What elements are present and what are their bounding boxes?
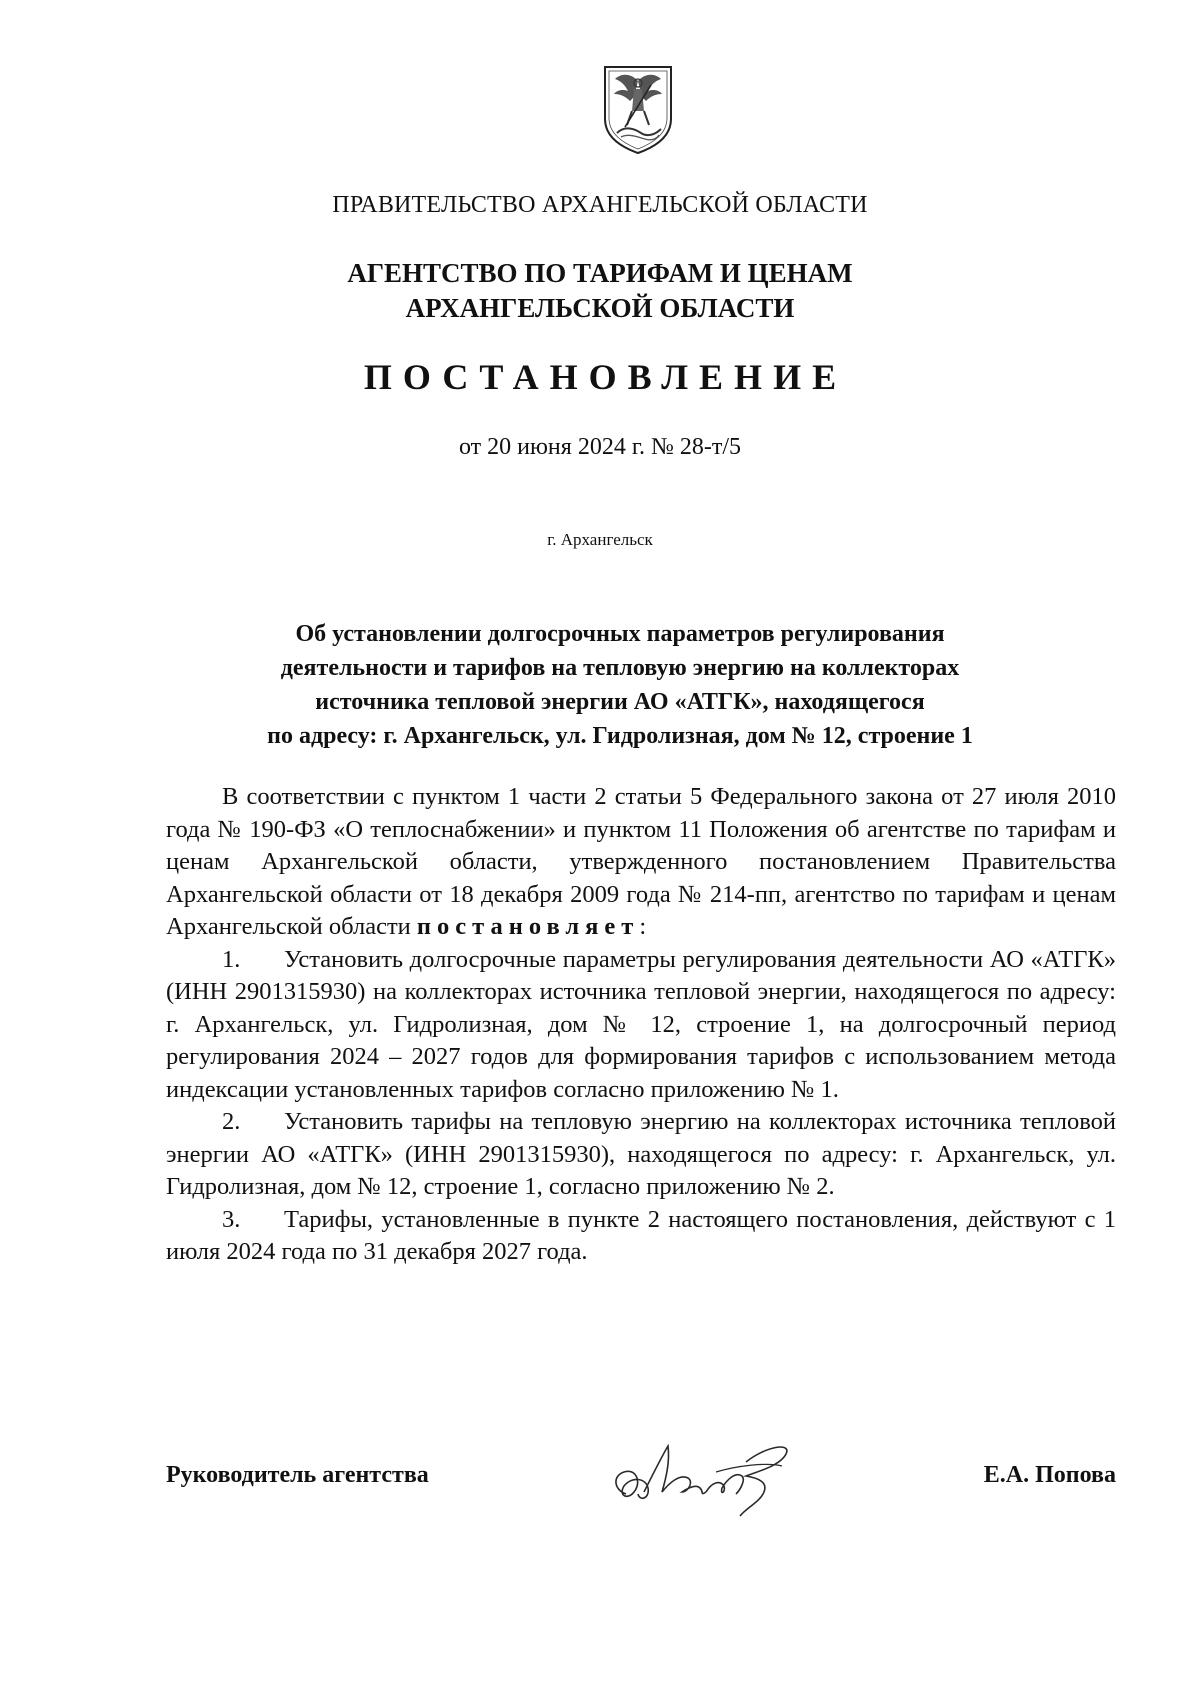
document-type: ПОСТАНОВЛЕНИЕ — [363, 357, 848, 397]
agency-name-line2: АРХАНГЕЛЬСКОЙ ОБЛАСТИ — [405, 293, 795, 323]
document-date-number: от 20 июня 2024 г. № 28-т/5 — [458, 434, 741, 460]
handwritten-signature — [596, 1432, 806, 1522]
agency-name-line1: АГЕНТСТВО ПО ТАРИФАМ И ЦЕНАМ — [347, 258, 853, 288]
subject-line2: деятельности и тарифов на тепловую энергию на коллекторах — [280, 655, 960, 681]
document-subject — [150, 617, 1090, 753]
signatory-name: Е.А. Попова — [983, 1462, 1116, 1488]
subject-line1: Об установлении долгосрочных параметров регулирования — [295, 621, 945, 647]
item-number: 3. — [222, 1205, 241, 1233]
coat-of-arms-icon — [601, 63, 675, 155]
item-paragraph-3 — [166, 1204, 1116, 1269]
item-text: Тарифы, установленные в пункте 2 настоящего постановления, действуют с 1 июля 2024 года по 31 декабря 2027 года. — [166, 1205, 1116, 1265]
preamble-paragraph — [166, 781, 1116, 944]
item-number: 1. — [222, 945, 241, 973]
document-city: г. Архангельск — [547, 530, 653, 549]
decree-colon: : — [639, 913, 647, 940]
item-paragraph-2 — [166, 1106, 1116, 1204]
signature-block — [166, 1432, 1116, 1532]
item-paragraph-1 — [166, 944, 1116, 1107]
agency-name — [0, 256, 1200, 326]
item-text: Установить долгосрочные параметры регулирования деятельности АО «АТГК» (ИНН 2901315930) на коллекторах источника тепловой энергии, находящегося по адресу: г. Архангельск, ул. Гидролизная, дом № 12, строение 1, на долгосрочный период регулирования 2024 – 2027 годов для формирования тарифов с использованием метода индексации установленных тарифов согласно приложению № 1. — [166, 945, 1116, 1103]
signatory-title: Руководитель агентства — [166, 1462, 429, 1488]
document-body — [166, 781, 1116, 1269]
subject-line3: источника тепловой энергии АО «АТГК», находящегося — [315, 689, 925, 715]
item-number: 2. — [222, 1108, 241, 1135]
preamble-text: В соответствии с пунктом 1 части 2 статьи 5 Федерального закона от 27 июля 2010 года № 190-ФЗ «О теплоснабжении» и пунктом 11 Положения об агентстве по тарифам и ценам Архангельской области, утвержденного постановлением Правительства Архангельской области от 18 декабря 2009 года № 214-пп, агентство по тарифам и ценам Архангельской области — [166, 783, 1116, 940]
government-name: ПРАВИТЕЛЬСТВО АРХАНГЕЛЬСКОЙ ОБЛАСТИ — [332, 192, 868, 218]
item-text: Установить тарифы на тепловую энергию на коллекторах источника тепловой энергии АО «АТГК» (ИНН 2901315930), находящегося по адресу: г. Архангельск, ул. Гидролизная, дом № 12, строение 1, согласно приложению № 2. — [166, 1108, 1116, 1200]
subject-line4: по адресу: г. Архангельск, ул. Гидролизная, дом № 12, строение 1 — [267, 723, 973, 749]
decree-word: постановляет — [416, 913, 640, 940]
